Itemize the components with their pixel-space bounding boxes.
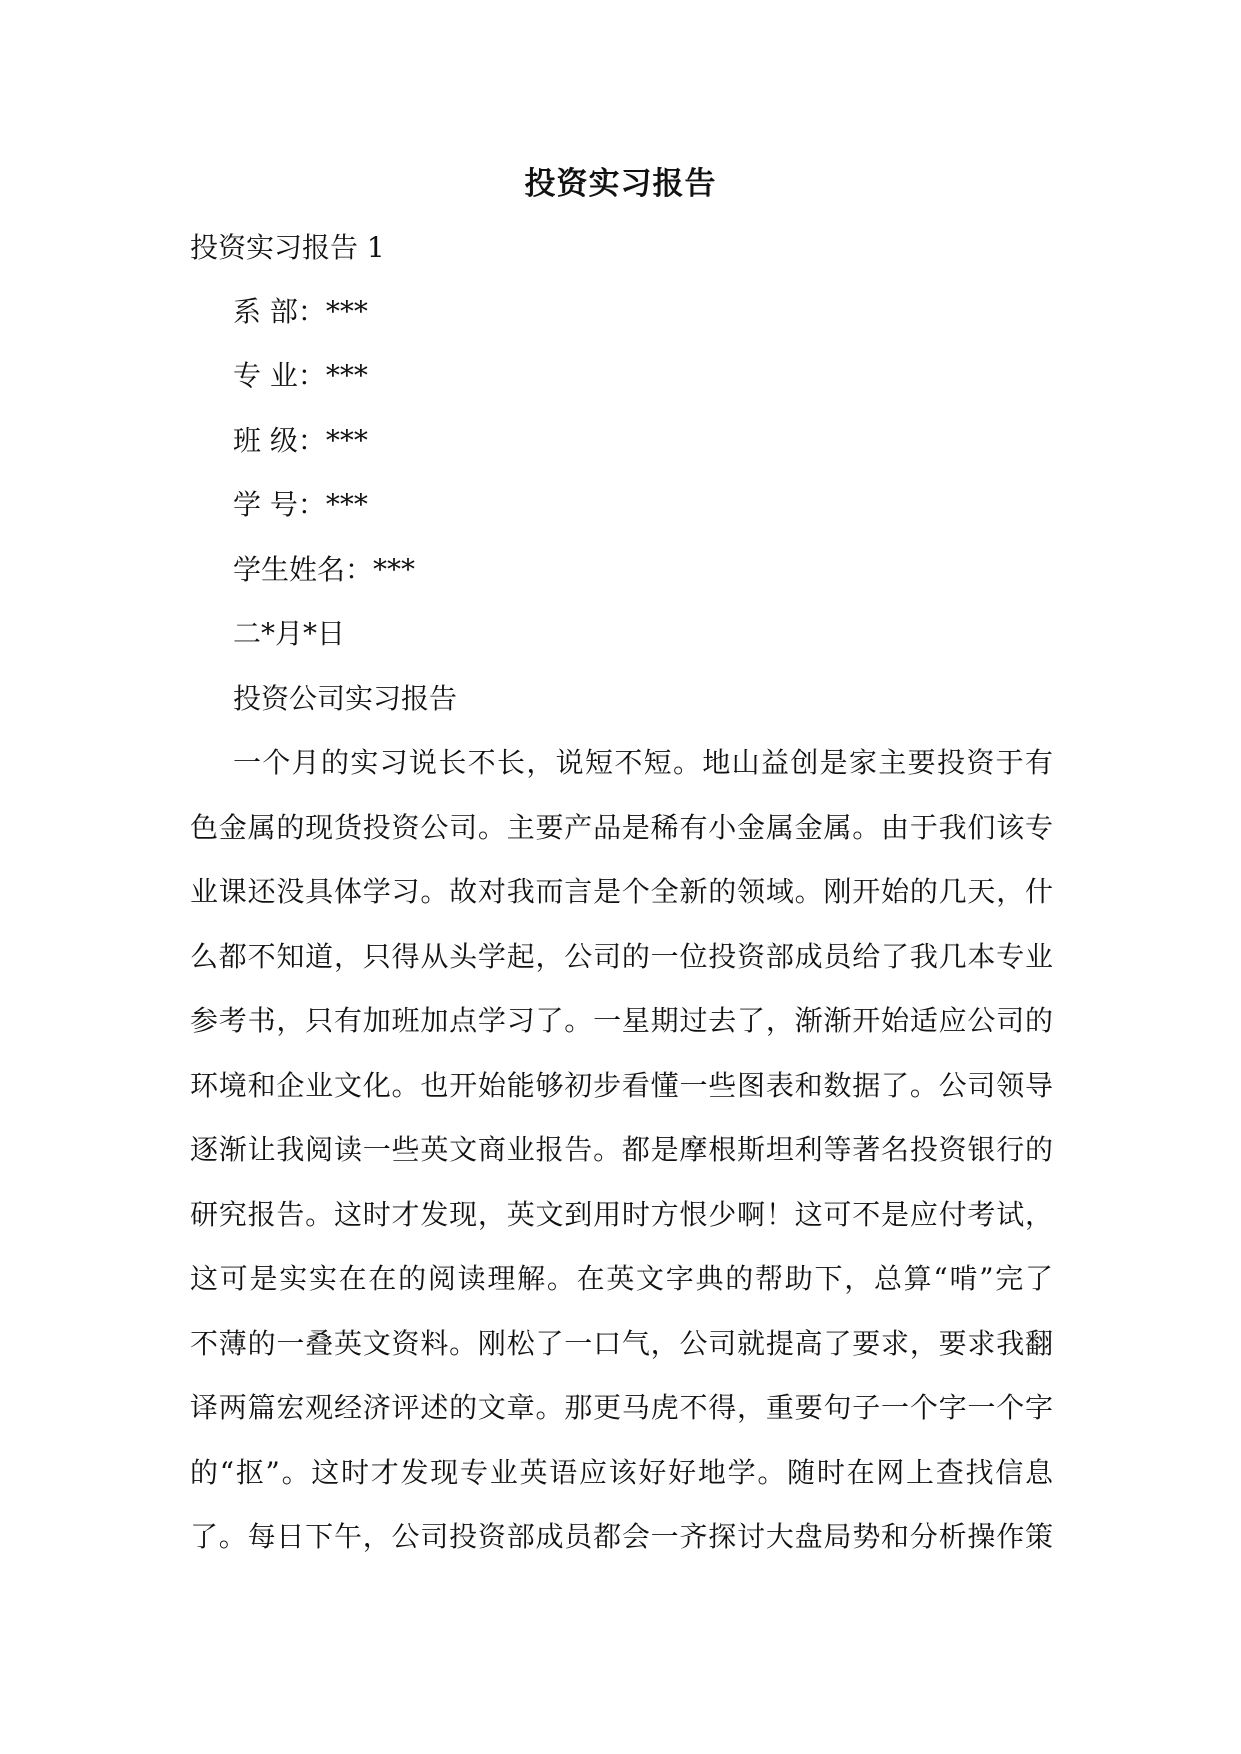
body-line: 了。每日下午，公司投资部成员都会一齐探讨大盘局势和分析操作策 [190, 1520, 1053, 1553]
body-line: 色金属的现货投资公司。主要产品是稀有小金属金属。由于我们该专 [190, 811, 1053, 844]
field-major: 专 业：*** [233, 359, 368, 392]
field-student-name: 学生姓名：*** [233, 553, 416, 586]
body-line: 一个月的实习说长不长，说短不短。地山益创是家主要投资于有 [233, 746, 1053, 779]
body-line: 环境和企业文化。也开始能够初步看懂一些图表和数据了。公司领导 [190, 1069, 1053, 1102]
field-date: 二*月*日 [233, 617, 346, 650]
body-line: 业课还没具体学习。故对我而言是个全新的领域。刚开始的几天，什 [190, 875, 1053, 908]
body-line: 的“抠”。这时才发现专业英语应该好好地学。随时在网上查找信息 [190, 1456, 1053, 1489]
field-class: 班 级：*** [233, 424, 368, 457]
body-line: 译两篇宏观经济评述的文章。那更马虎不得，重要句子一个字一个字 [190, 1391, 1053, 1424]
field-department: 系 部：*** [233, 295, 368, 328]
body-line: 研究报告。这时才发现，英文到用时方恨少啊！这可不是应付考试， [190, 1198, 1053, 1231]
report-subtitle: 投资实习报告 1 [190, 231, 385, 264]
body-line: 这可是实实在在的阅读理解。在英文字典的帮助下，总算“啃”完了 [190, 1262, 1053, 1295]
body-line: 参考书，只有加班加点学习了。一星期过去了，渐渐开始适应公司的 [190, 1004, 1053, 1037]
field-student-id: 学 号：*** [233, 488, 368, 521]
section-heading: 投资公司实习报告 [233, 682, 458, 715]
body-line: 逐渐让我阅读一些英文商业报告。都是摩根斯坦利等著名投资银行的 [190, 1133, 1053, 1166]
body-line: 不薄的一叠英文资料。刚松了一口气，公司就提高了要求，要求我翻 [190, 1327, 1053, 1360]
document-title: 投资实习报告 [524, 166, 717, 202]
body-line: 么都不知道，只得从头学起，公司的一位投资部成员给了我几本专业 [190, 940, 1053, 973]
